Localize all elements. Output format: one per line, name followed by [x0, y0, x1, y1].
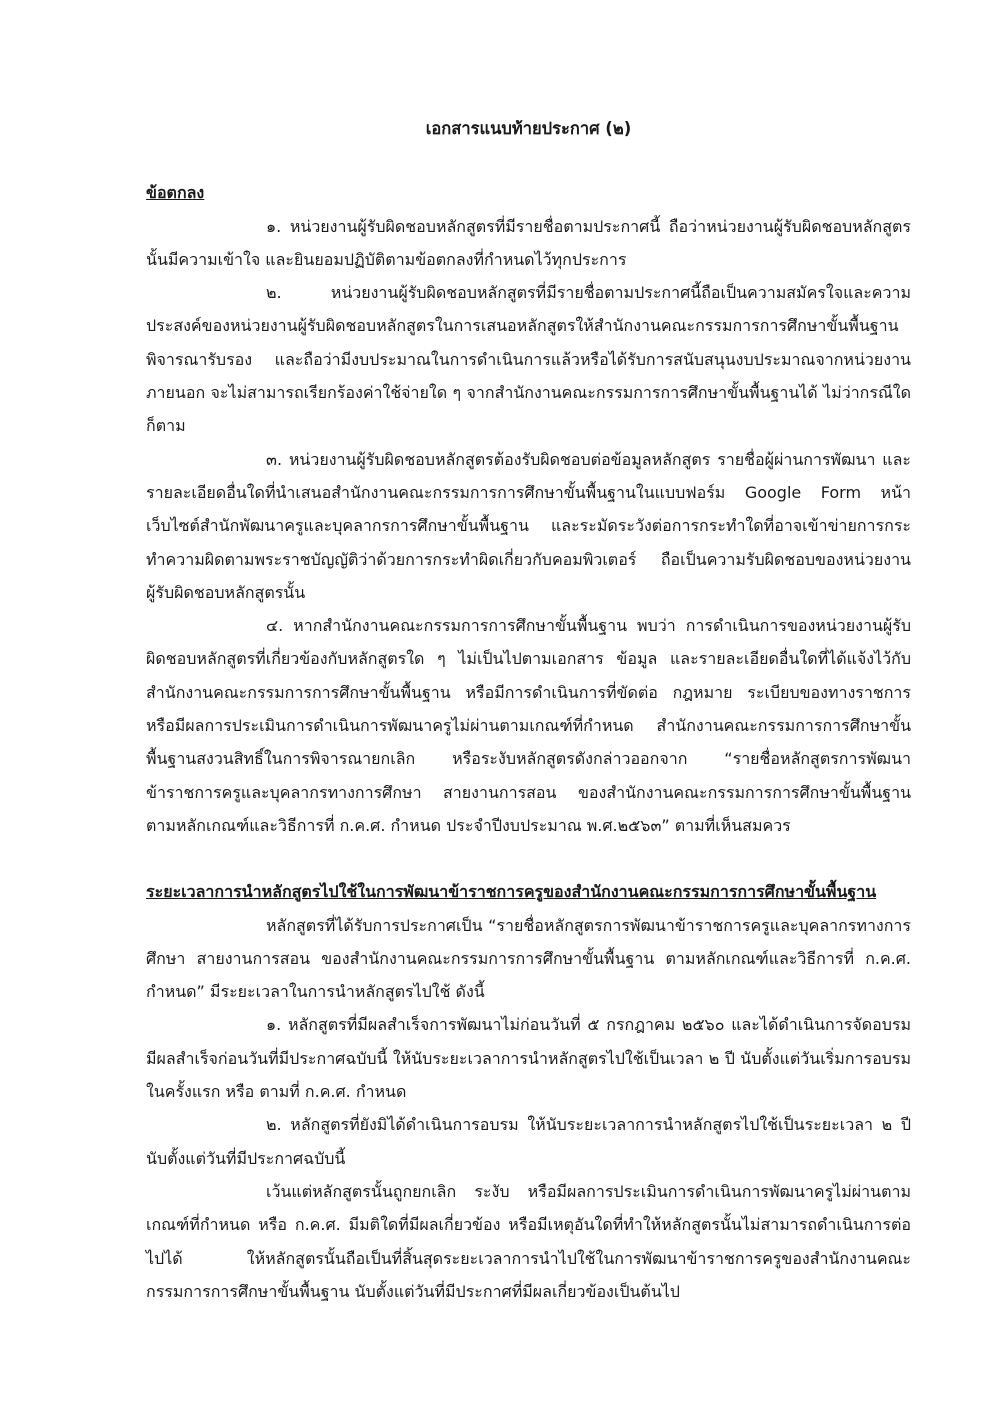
duration-clause-2: ๒. หลักสูตรที่ยังมิได้ดำเนินการอบรม ให้นับระยะเวลาการนำหลักสูตรไปใช้เป็นระยะเวลา ๒ ปี นับตั้งแต่วันที่มีประกาศฉบับนี้ — [146, 1115, 911, 1168]
duration-clause-1: ๑. หลักสูตรที่มีผลสำเร็จการพัฒนาไม่ก่อนวันที่ ๕ กรกฎาคม ๒๕๖๐ และได้ดำเนินการจัดอบรมมีผลสำเร็จก่อนวันที่มีประกาศฉบับนี้ ให้นับระยะเวลาการนำหลักสูตรไปใช้เป็นเวลา ๒ ปี นับตั้งแต่วันเริ่มการอบรมในครั้งแรก หรือ ตามที่ ก.ค.ศ. กำหนด — [146, 1015, 911, 1102]
agreement-clause-3: ๓. หน่วยงานผู้รับผิดชอบหลักสูตรต้องรับผิดชอบต่อข้อมูลหลักสูตร รายชื่อผู้ผ่านการพัฒนา และรายละเอียดอื่นใดที่นำเสนอสำนักงานคณะกรรมการการศึกษาขั้นพื้นฐานในแบบฟอร์ม Google Form หน้าเว็บไซต์สำนักพัฒนาครูและบุคลากรการศึกษาขั้นพื้นฐาน และระมัดระวังต่อการกระทำใดที่อาจเข้าข่ายการกระทำความผิดตามพระราชบัญญัติว่าด้วยการกระทำผิดเกี่ยวกับคอมพิวเตอร์ ถือเป็นความรับผิดชอบของหน่วยงานผู้รับผิดชอบหลักสูตรนั้น — [146, 449, 911, 602]
section-spacer — [146, 842, 911, 875]
agreement-clause-2: ๒. หน่วยงานผู้รับผิดชอบหลักสูตรที่มีรายชื่อตามประกาศนี้ถือเป็นความสมัครใจและความประสงค์ของหน่วยงานผู้รับผิดชอบหลักสูตรในการเสนอหลักสูตรให้สำนักงานคณะกรรมการการศึกษาขั้นพื้นฐานพิจารณารับรอง และถือว่ามีงบประมาณในการดำเนินการแล้วหรือได้รับการสนับสนุนงบประมาณจากหน่วยงานภายนอก จะไม่สามารถเรียกร้องค่าใช้จ่ายใด ๆ จากสำนักงานคณะกรรมการการศึกษาขั้นพื้นฐานได้ ไม่ว่ากรณีใดก็ตาม — [146, 283, 911, 436]
agreement-clause-1: ๑. หน่วยงานผู้รับผิดชอบหลักสูตรที่มีรายชื่อตามประกาศนี้ ถือว่าหน่วยงานผู้รับผิดชอบหลักสูตรนั้นมีความเข้าใจ และยินยอมปฏิบัติตามข้อตกลงที่กำหนดไว้ทุกประการ — [146, 216, 911, 269]
duration-heading: ระยะเวลาการนำหลักสูตรไปใช้ในการพัฒนาข้าราชการครูของสำนักงานคณะกรรมการการศึกษาขั้นพื้นฐาน — [146, 882, 877, 902]
duration-section — [146, 875, 911, 1308]
agreement-clause-4: ๔. หากสำนักงานคณะกรรมการการศึกษาขั้นพื้นฐาน พบว่า การดำเนินการของหน่วยงานผู้รับผิดชอบหลักสูตรที่เกี่ยวข้องกับหลักสูตรใด ๆ ไม่เป็นไปตามเอกสาร ข้อมูล และรายละเอียดอื่นใดที่ได้แจ้งไว้กับสำนักงานคณะกรรมการการศึกษาขั้นพื้นฐาน หรือมีการดำเนินการที่ขัดต่อ กฎหมาย ระเบียบของทางราชการ หรือมีผลการประเมินการดำเนินการพัฒนาครูไม่ผ่านตามเกณฑ์ที่กำหนด สำนักงานคณะกรรมการการศึกษาขั้นพื้นฐานสงวนสิทธิ์ในการพิจารณายกเลิก หรือระงับหลักสูตรดังกล่าวออกจาก “รายชื่อหลักสูตรการพัฒนาข้าราชการครูและบุคลากรทางการศึกษา สายงานการสอน ของสำนักงานคณะกรรมการการศึกษาขั้นพื้นฐาน ตามหลักเกณฑ์และวิธีการที่ ก.ค.ศ. กำหนด ประจำปีงบประมาณ พ.ศ.๒๕๖๓” ตามที่เห็นสมควร — [146, 616, 911, 835]
document-content — [146, 112, 911, 1308]
duration-exception: เว้นแต่หลักสูตรนั้นถูกยกเลิก ระงับ หรือมีผลการประเมินการดำเนินการพัฒนาครูไม่ผ่านตามเกณฑ์ที่กำหนด หรือ ก.ค.ศ. มีมติใดที่มีผลเกี่ยวข้อง หรือมีเหตุอันใดที่ทำให้หลักสูตรนั้นไม่สามารถดำเนินการต่อไปได้ ให้หลักสูตรนั้นถือเป็นที่สิ้นสุดระยะเวลาการนำไปใช้ในการพัฒนาข้าราชการครูของสำนักงานคณะกรรมการการศึกษาขั้นพื้นฐาน นับตั้งแต่วันที่มีประกาศที่มีผลเกี่ยวข้องเป็นต้นไป — [146, 1181, 911, 1301]
agreement-section — [146, 176, 911, 842]
document-title: เอกสารแนบท้ายประกาศ (๒) — [425, 119, 632, 138]
agreement-heading: ข้อตกลง — [146, 183, 205, 203]
duration-intro: หลักสูตรที่ได้รับการประกาศเป็น “รายชื่อหลักสูตรการพัฒนาข้าราชการครูและบุคลากรทางการศึกษา สายงานการสอน ของสำนักงานคณะกรรมการการศึกษาขั้นพื้นฐาน ตามหลักเกณฑ์และวิธีการที่ ก.ค.ศ. กำหนด” มีระยะเวลาในการนำหลักสูตรไปใช้ ดังนี้ — [146, 915, 911, 1002]
